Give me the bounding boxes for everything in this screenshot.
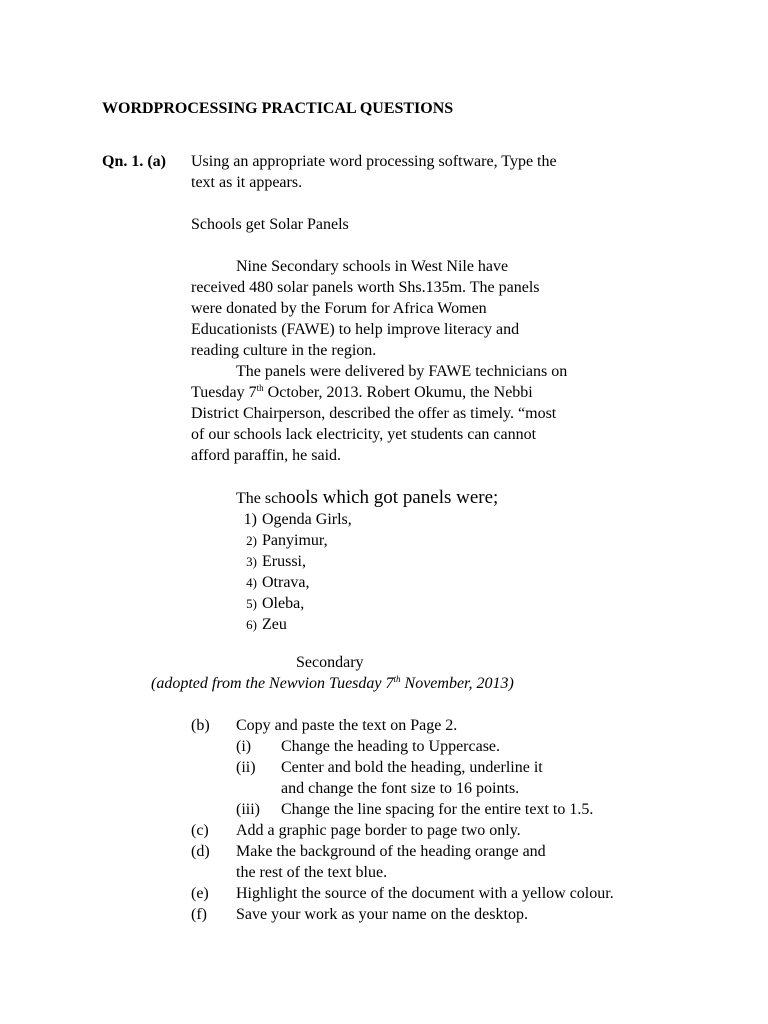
task-label: (b) — [191, 717, 210, 734]
task-label: (e) — [191, 885, 209, 902]
subtask-text: Center and bold the heading, underline it — [281, 759, 543, 776]
article-source: (adopted from the Newvion Tuesday 7th November, 2013) — [151, 674, 514, 692]
article-heading: Schools get Solar Panels — [191, 216, 349, 233]
article-para1-line: were donated by the Forum for Africa Women — [191, 300, 487, 317]
task-text: Copy and paste the text on Page 2. — [236, 717, 458, 734]
list-intro: The schools which got panels were; — [236, 487, 499, 508]
task-text: Save your work as your name on the desktop. — [236, 906, 528, 923]
article-para1-line: received 480 solar panels worth Shs.135m. The panels — [191, 279, 540, 296]
list-item: 1) Ogenda Girls, — [243, 511, 352, 528]
question-label: Qn. 1. (a) — [102, 153, 166, 170]
task-text: Add a graphic page border to page two only. — [236, 822, 521, 839]
task-label: (f) — [191, 906, 207, 923]
subtask-label: (ii) — [236, 759, 256, 776]
article-para2-line: Tuesday 7th October, 2013. Robert Okumu, the Nebbi — [191, 383, 533, 401]
article-para2-line: District Chairperson, described the offer as timely. “most — [191, 405, 557, 422]
article-para2-line: of our schools lack electricity, yet students can cannot — [191, 426, 537, 443]
document-title: WORDPROCESSING PRACTICAL QUESTIONS — [102, 100, 454, 117]
article-para1-line: Educationists (FAWE) to help improve literacy and — [191, 321, 520, 338]
task-text: the rest of the text blue. — [236, 864, 388, 881]
task-label: (d) — [191, 843, 210, 860]
trailing-word: Secondary — [296, 654, 364, 671]
article-para2-line: afford paraffin, he said. — [191, 447, 342, 464]
task-text: Make the background of the heading orange and — [236, 843, 546, 860]
subtask-text: and change the font size to 16 points. — [281, 780, 520, 797]
task-text: Highlight the source of the document with a yellow colour. — [236, 885, 614, 902]
subtask-label: (i) — [236, 738, 252, 755]
list-item: 4) Otrava, — [246, 574, 310, 591]
list-item: 3) Erussi, — [246, 553, 306, 570]
subtask-text: Change the line spacing for the entire text to 1.5. — [281, 801, 594, 818]
subtask-text: Change the heading to Uppercase. — [281, 738, 501, 755]
list-item: 6) Zeu — [246, 616, 287, 633]
article-para1-line: Nine Secondary schools in West Nile have — [236, 258, 509, 275]
instruction-line-2: text as it appears. — [191, 174, 303, 191]
list-item: 2) Panyimur, — [246, 532, 328, 549]
instruction-line-1: Using an appropriate word processing software, Type the — [191, 153, 557, 170]
list-item: 5) Oleba, — [246, 595, 305, 612]
task-label: (c) — [191, 822, 209, 839]
article-para2-line: The panels were delivered by FAWE technicians on — [236, 363, 568, 380]
article-para1-line: reading culture in the region. — [191, 342, 377, 359]
subtask-label: (iii) — [236, 801, 260, 818]
